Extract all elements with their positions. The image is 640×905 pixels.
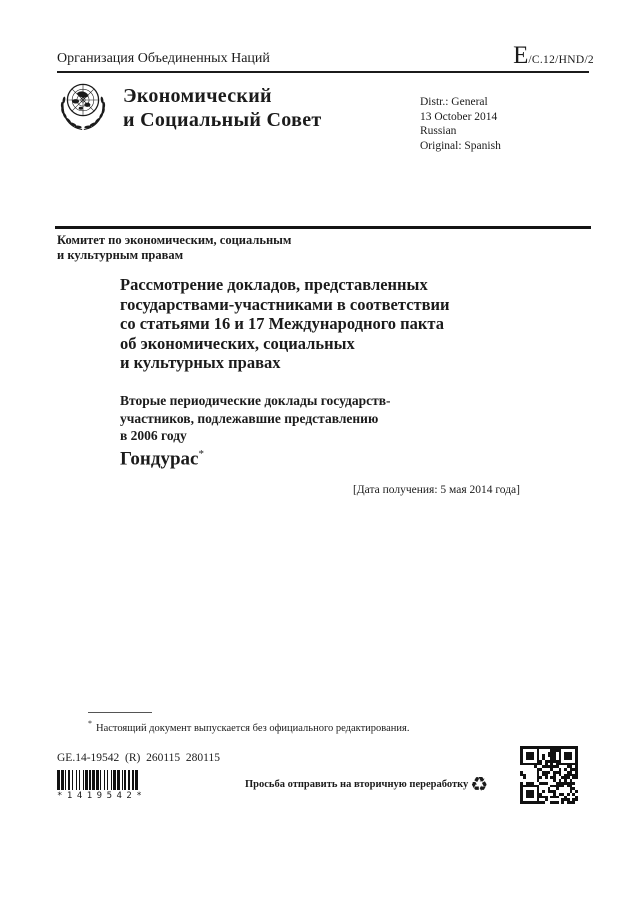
section-rule (55, 226, 591, 229)
distr-language: Russian (420, 125, 457, 138)
barcode-text: *1419542* (57, 791, 147, 801)
distr-original: Original: Spanish (420, 139, 501, 152)
title-line: и культурных правах (120, 353, 281, 372)
subtitle-line: в 2006 году (120, 428, 187, 443)
document-title (120, 275, 560, 373)
header-rule (57, 71, 589, 73)
committee-line: и культурным правам (57, 248, 184, 262)
doc-symbol-prefix: E (513, 42, 529, 69)
distr-date: 13 October 2014 (420, 110, 498, 123)
council-title-line: и Социальный Совет (123, 109, 322, 131)
country-heading (120, 448, 204, 470)
barcode (57, 770, 150, 790)
document-subtitle (120, 392, 560, 445)
subtitle-line: участников, подлежавшие представлению (120, 410, 379, 426)
doc-symbol-rest: /C.12/HND/2 (528, 54, 594, 66)
footnote (88, 719, 409, 734)
council-title-line: Экономический (123, 85, 272, 107)
distr-line: Distr.: General (420, 96, 488, 108)
footnote-rule (88, 712, 152, 713)
org-name: Организация Объединенных Наций (57, 51, 270, 66)
ge-document-code: GE.14-19542 (R) 260115 280115 (57, 752, 221, 764)
recycle-notice (245, 774, 488, 794)
un-emblem-icon (57, 78, 109, 140)
country-name: Гондурас (120, 448, 199, 470)
committee-line: Комитет по экономическим, социальным (57, 233, 292, 247)
title-line: со статьями 16 и 17 Международного пакта (120, 314, 444, 333)
recycle-text: Просьба отправить на вторичную переработку (245, 778, 469, 790)
date-received: [Дата получения: 5 мая 2014 года] (352, 484, 520, 496)
title-line: государствами-участниками в соответствии (120, 294, 450, 314)
footnote-marker: * (88, 719, 92, 728)
committee-name (57, 233, 291, 263)
title-line: об экономических, социальных (120, 333, 355, 353)
subtitle-line: Вторые периодические доклады государств- (120, 393, 391, 408)
title-line: Рассмотрение докладов, представленных (120, 275, 428, 294)
distribution-block (420, 95, 501, 153)
council-title (123, 84, 322, 132)
qr-code (520, 746, 578, 804)
country-footnote-marker: * (198, 448, 204, 460)
footnote-text: Настоящий документ выпускается без официального редактирования. (96, 722, 410, 734)
doc-symbol (513, 43, 594, 69)
recycle-icon: ♻ (470, 772, 489, 796)
